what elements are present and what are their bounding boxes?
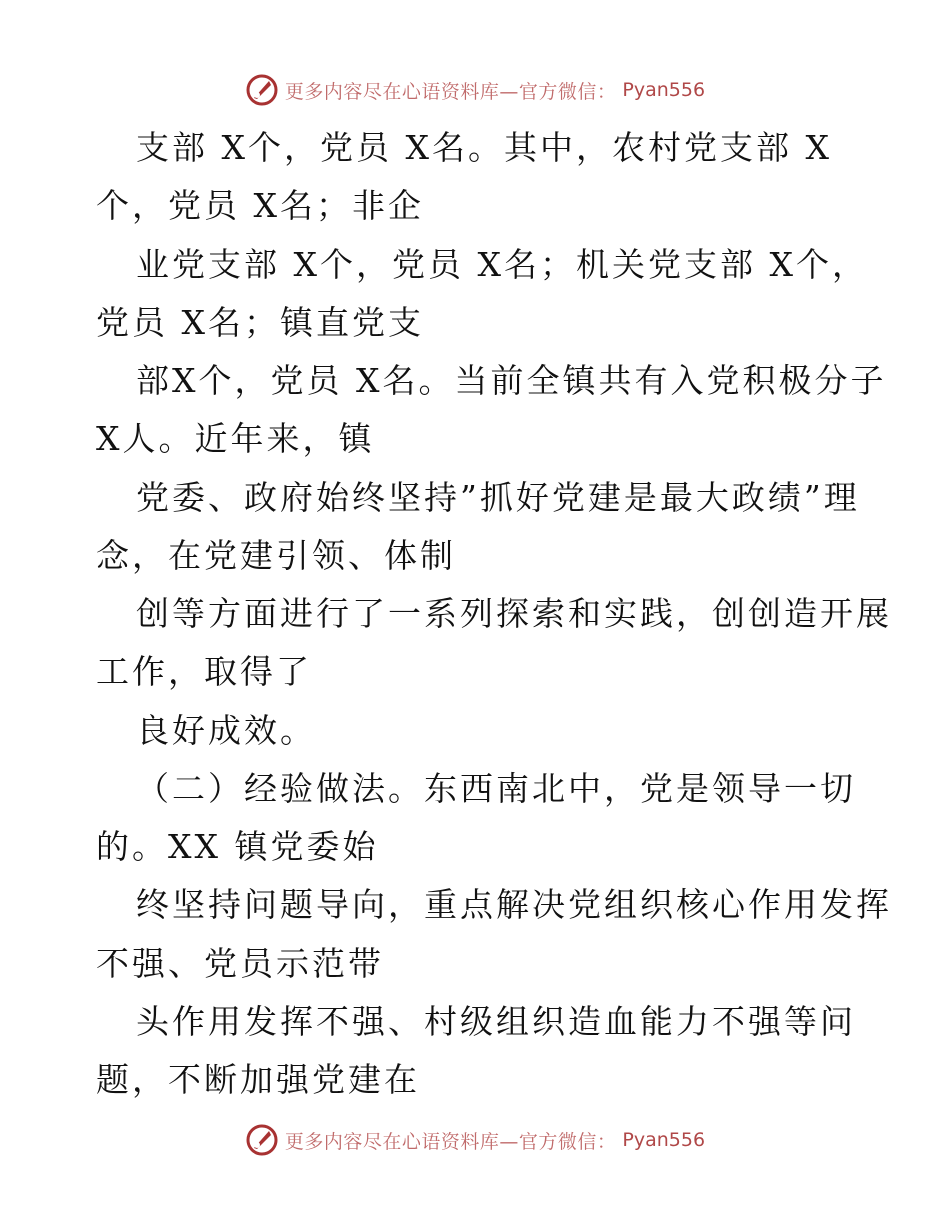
text-line: 个，党员 X名；非企 — [96, 186, 424, 225]
header-watermark — [0, 70, 950, 110]
text-line: 支部 X个，党员 X名。其中，农村党支部 X — [136, 128, 832, 167]
text-line: 部X个，党员 X名。当前全镇共有入党积极分子 — [136, 361, 887, 400]
text-line: 头作用发挥不强、村级组织造血能力不强等问 — [136, 1002, 856, 1041]
watermark-handle: Pyan556 — [622, 1129, 706, 1151]
text-line: 题，不断加强党建在 — [96, 1060, 420, 1099]
text-line: 念，在党建引领、体制 — [96, 536, 456, 575]
text-line: 党员 X名；镇直党支 — [96, 303, 424, 342]
text-line: 良好成效。 — [136, 711, 316, 750]
red-quill-logo-icon — [245, 73, 279, 107]
text-line: 工作，取得了 — [96, 652, 312, 691]
text-line: 业党支部 X个，党员 X名；机关党支部 X个， — [136, 245, 868, 284]
text-line: 的。XX 镇党委始 — [96, 827, 379, 866]
footer-watermark — [0, 1120, 950, 1160]
watermark-handle: Pyan556 — [622, 79, 706, 101]
watermark-text: 更多内容尽在心语资料库—官方微信： — [284, 1130, 617, 1153]
text-line: 不强、党员示范带 — [96, 944, 384, 983]
text-line: （二）经验做法。东西南北中，党是领导一切 — [136, 769, 856, 808]
red-quill-logo-icon — [245, 1123, 279, 1157]
text-line: 党委、政府始终坚持”抓好党建是最大政绩”理 — [136, 478, 860, 517]
text-line: 终坚持问题导向，重点解决党组织核心作用发挥 — [136, 885, 892, 924]
text-line: 创等方面进行了一系列探索和实践，创创造开展 — [136, 594, 892, 633]
text-line: X人。近年来，镇 — [96, 419, 375, 458]
watermark-text: 更多内容尽在心语资料库—官方微信： — [284, 80, 617, 103]
